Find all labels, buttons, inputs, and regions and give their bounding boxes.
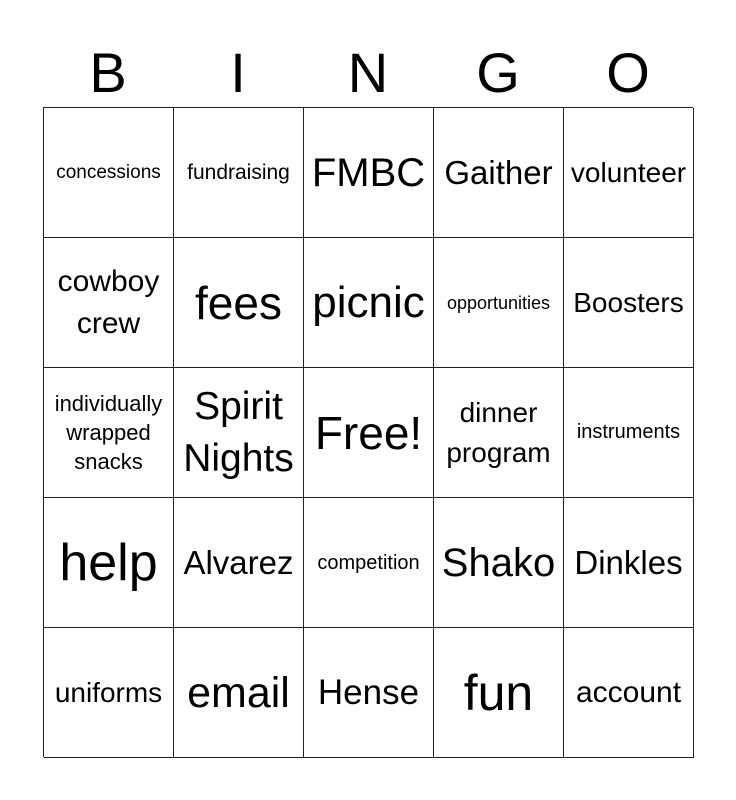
bingo-cell-r4-c1[interactable] <box>44 498 174 628</box>
cell-label: Dinkles <box>574 543 683 581</box>
bingo-cell-r3-c1[interactable] <box>44 368 174 498</box>
bingo-cell-r5-c1[interactable] <box>44 628 174 758</box>
cell-label: email <box>187 668 290 717</box>
cell-label: Boosters <box>573 286 684 318</box>
bingo-cell-r4-c4[interactable] <box>434 498 564 628</box>
cell-label: opportunities <box>446 292 551 313</box>
header-letter-n: N <box>347 41 389 104</box>
bingo-cell-r5-c4[interactable] <box>434 628 564 758</box>
bingo-card-grid <box>43 107 693 757</box>
bingo-cell-r2-c2[interactable] <box>174 238 304 368</box>
cell-label: cowboy crew <box>57 264 160 340</box>
cell-label: Gaither <box>444 153 553 191</box>
bingo-cell-r3-c2[interactable] <box>174 368 304 498</box>
bingo-cell-r3-c3[interactable] <box>304 368 434 498</box>
cell-label: fees <box>195 276 282 329</box>
cell-label: Spirit Nights <box>183 384 294 480</box>
bingo-cell-r3-c4[interactable] <box>434 368 564 498</box>
cell-label: fun <box>463 664 534 721</box>
bingo-cell-r4-c3[interactable] <box>304 498 434 628</box>
cell-label: uniforms <box>54 676 163 708</box>
bingo-cell-r4-c5[interactable] <box>564 498 694 628</box>
cell-label: volunteer <box>570 156 687 188</box>
cell-label: fundraising <box>187 161 290 184</box>
bingo-cell-r4-c2[interactable] <box>174 498 304 628</box>
bingo-cell-r5-c2[interactable] <box>174 628 304 758</box>
header-letter-b: B <box>89 41 127 104</box>
cell-label: FMBC <box>311 150 426 195</box>
cell-label: competition <box>317 551 420 574</box>
bingo-cell-r2-c3[interactable] <box>304 238 434 368</box>
header-letter-o: O <box>606 41 650 104</box>
cell-label: concessions <box>56 161 161 183</box>
bingo-cell-r5-c3[interactable] <box>304 628 434 758</box>
cell-label: picnic <box>312 277 425 327</box>
bingo-cell-r2-c1[interactable] <box>44 238 174 368</box>
cell-label: instruments <box>576 421 681 443</box>
bingo-cell-r2-c5[interactable] <box>564 238 694 368</box>
cell-label: help <box>59 533 158 592</box>
bingo-cell-r5-c5[interactable] <box>564 628 694 758</box>
bingo-cell-r1-c5[interactable] <box>564 108 694 238</box>
bingo-header <box>43 40 693 106</box>
cell-label: dinner program <box>446 396 551 468</box>
cell-label: Free! <box>314 406 423 459</box>
bingo-cell-r2-c4[interactable] <box>434 238 564 368</box>
cell-label: Alvarez <box>183 543 294 581</box>
cell-label: Hense <box>317 672 420 712</box>
header-letter-i: I <box>230 41 246 104</box>
bingo-cell-r1-c1[interactable] <box>44 108 174 238</box>
bingo-cell-r1-c2[interactable] <box>174 108 304 238</box>
cell-label: Shako <box>441 540 556 585</box>
bingo-cell-r1-c4[interactable] <box>434 108 564 238</box>
cell-label: individually wrapped snacks <box>54 391 163 474</box>
bingo-cell-r1-c3[interactable] <box>304 108 434 238</box>
bingo-cell-r3-c5[interactable] <box>564 368 694 498</box>
cell-label: account <box>575 675 682 709</box>
header-letter-g: G <box>476 41 520 104</box>
